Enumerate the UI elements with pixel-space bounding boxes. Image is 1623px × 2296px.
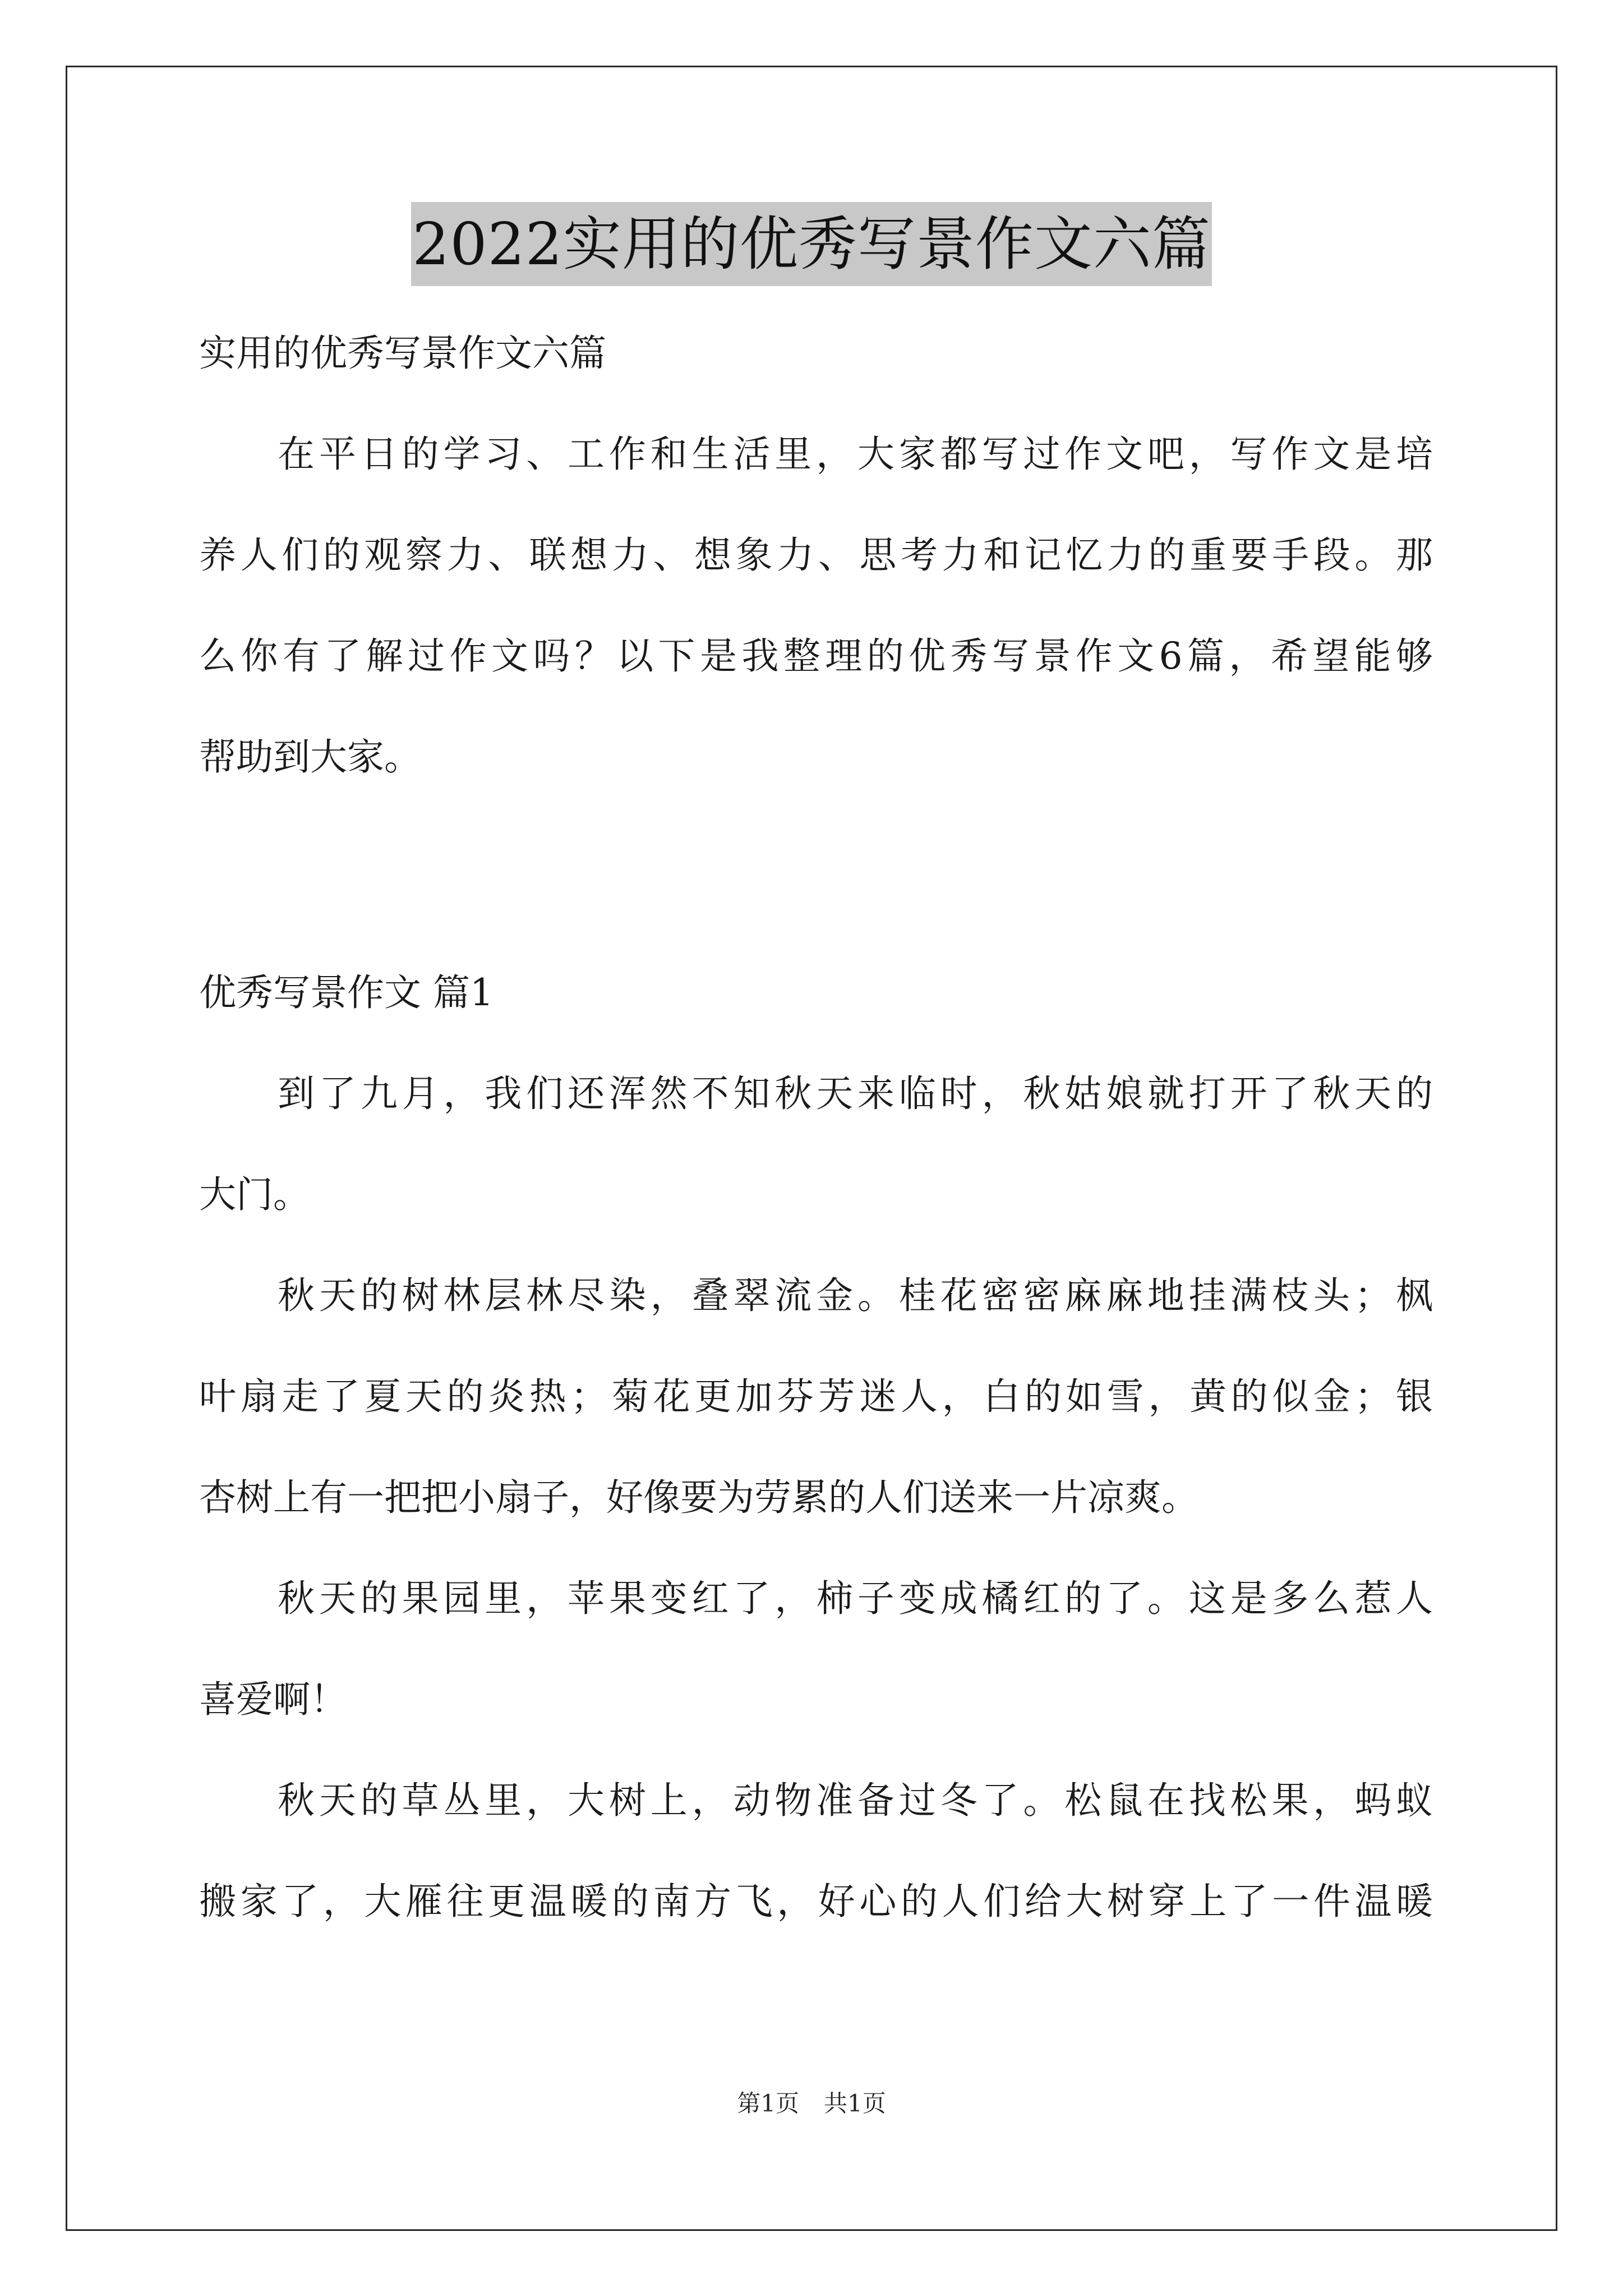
body-line: 到了九月，我们还浑然不知秋天来临时，秋姑娘就打开了秋天的 bbox=[278, 1072, 1433, 1115]
intro-line: 么你有了解过作文吗？以下是我整理的优秀写景作文6篇，希望能够 bbox=[199, 634, 1433, 678]
body-line: 杏树上有一把把小扇子，好像要为劳累的人们送来一片凉爽。 bbox=[199, 1476, 1198, 1519]
body-line: 叶扇走了夏天的炎热；菊花更加芬芳迷人，白的如雪，黄的似金；银 bbox=[199, 1375, 1433, 1418]
intro-line: 帮助到大家。 bbox=[199, 735, 421, 779]
body-line: 搬家了，大雁往更温暖的南方飞，好心的人们给大树穿上了一件温暖 bbox=[199, 1880, 1433, 1923]
intro-line: 养人们的观察力、联想力、想象力、思考力和记忆力的重要手段。那 bbox=[199, 533, 1433, 577]
document-title: 2022实用的优秀写景作文六篇 bbox=[411, 202, 1212, 286]
title-container bbox=[0, 202, 1623, 286]
body-line: 秋天的果园里，苹果变红了，柿子变成橘红的了。这是多么惹人 bbox=[278, 1577, 1433, 1620]
page-total: 共1页 bbox=[824, 2090, 886, 2117]
document-subtitle: 实用的优秀写景作文六篇 bbox=[199, 332, 606, 375]
body-line: 秋天的草丛里，大树上，动物准备过冬了。松鼠在找松果，蚂蚁 bbox=[278, 1779, 1433, 1822]
body-line: 秋天的树林层林尽染，叠翠流金。桂花密密麻麻地挂满枝头；枫 bbox=[278, 1274, 1433, 1317]
intro-line: 在平日的学习、工作和生活里，大家都写过作文吧，写作文是培 bbox=[278, 432, 1433, 476]
page-footer bbox=[0, 2087, 1623, 2120]
body-line: 喜爱啊！ bbox=[199, 1678, 347, 1721]
page-number: 第1页 bbox=[737, 2090, 799, 2117]
section-heading: 优秀写景作文 篇1 bbox=[199, 971, 494, 1014]
body-line: 大门。 bbox=[199, 1173, 310, 1216]
